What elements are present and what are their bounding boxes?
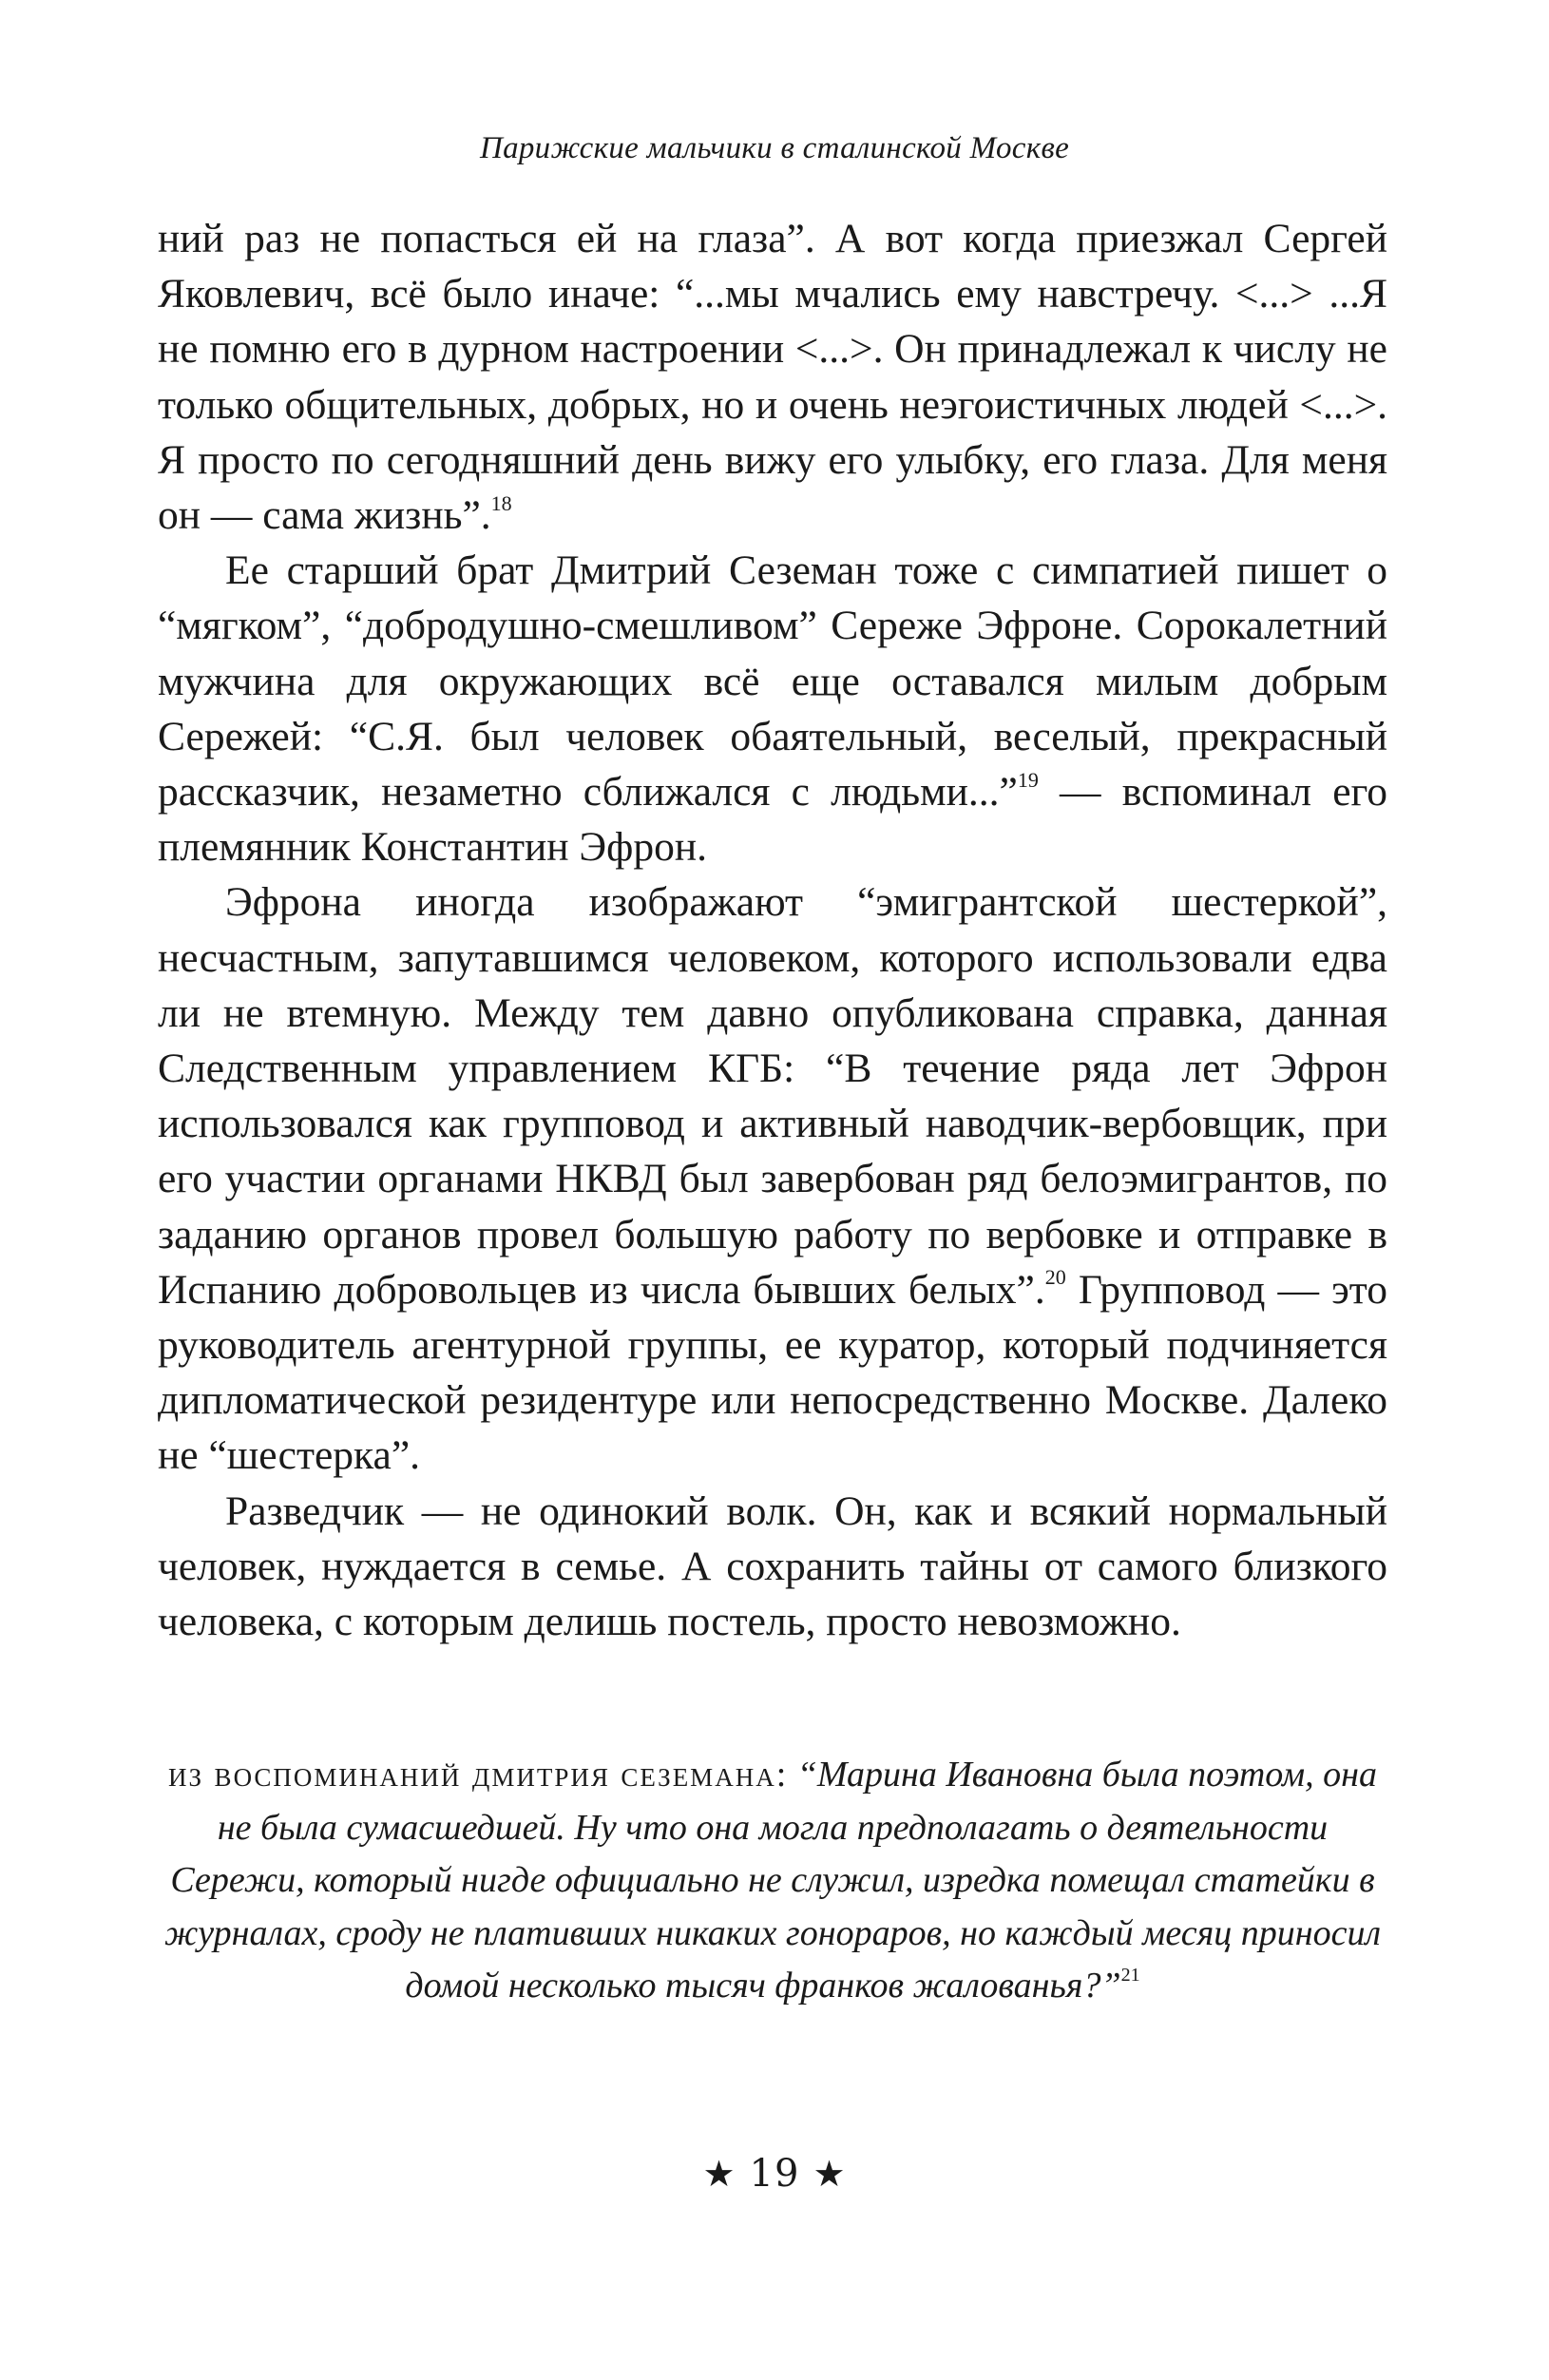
paragraph-2-text-after: — вспоминал его племянник Константин Эфрон.: [158, 769, 1388, 871]
running-header: Парижские мальчики в сталинской Москве: [479, 131, 1070, 165]
star-icon-left: ★: [702, 2153, 736, 2195]
footnote-ref-19: 19: [1017, 767, 1039, 792]
page-number: 19: [749, 2152, 800, 2196]
page-footer: [0, 2152, 1549, 2196]
paragraph-3: [158, 874, 1387, 1483]
paragraph-1-text: ний раз не попасться ей на глаза”. А вот когда приезжал Сергей Яковлевич, всё было иначе: “...мы мчались ему навстречу. <...> ...Я не помню его в дурном настроении <...>. Он принадлежал к числу не только общительных, добрых, но и очень неэгоистичных людей <...>. Я просто по сегодняшний день вижу его улыбку, его глаза. Для меня он — сама жизнь”.: [158, 216, 1387, 539]
footnote-ref-18: 18: [490, 490, 512, 515]
memoir-quote: “Марина Ивановна была поэтом, она не была сумасшедшей. Ну что она могла предполагать о деятельности Сережи, который нигде официально не служил, изредка помещал статейки в журналах, сроду не плативших никаких гонораров, но каждый месяц приносил домой несколько тысяч франков жалованья?”: [163, 1755, 1382, 2006]
paragraph-3-text-after: Групповод — это руководитель агентурной группы, ее куратор, который подчиняется дипломатической резидентуре или непосредственно Москве. Далеко не “шестерка”.: [158, 1266, 1387, 1479]
paragraph-2-text-before: Ее старший брат Дмитрий Сеземан тоже с симпатией пишет о “мягком”, “добродушно-смешливом” Сереже Эфроне. Сорокалетний мужчина для окружающих всё еще оставался милым добрым Сережей: “С.Я. был человек обаятельный, веселый, прекрасный рассказчик, незаметно сближался с людьми...”: [158, 547, 1387, 816]
memoir-quote-block: [158, 1749, 1387, 2013]
paragraph-2: [158, 543, 1387, 874]
footnote-ref-20: 20: [1044, 1265, 1066, 1290]
star-icon-right: ★: [813, 2153, 847, 2195]
memoir-lead: из воспоминаний дмитрия сеземана:: [168, 1755, 789, 1795]
paragraph-3-text-before: Эфрона иногда изображают “эмигрантской шестеркой”, несчастным, запутавшимся человеком, которого использовали едва ли не втемную. Между тем давно опубликована справка, данная Следственным управлением КГБ: “В течение ряда лет Эфрон использовался как групповод и активный наводчик-вербовщик, при его участии органами НКВД был завербован ряд белоэмигрантов, по заданию органов провел большую работу по вербовке и отправке в Испанию добровольцев из числа бывших белых”.: [158, 879, 1387, 1313]
footnote-ref-21: 21: [1120, 1964, 1140, 1986]
paragraph-4-text: Разведчик — не одинокий волк. Он, как и всякий нормальный человек, нуждается в семье. А сохранить тайны от самого близкого человека, с которым делишь постель, просто невозможно.: [158, 1488, 1387, 1645]
paragraph-1: [158, 211, 1387, 543]
body-text: [158, 211, 1387, 1649]
paragraph-4: [158, 1484, 1387, 1650]
